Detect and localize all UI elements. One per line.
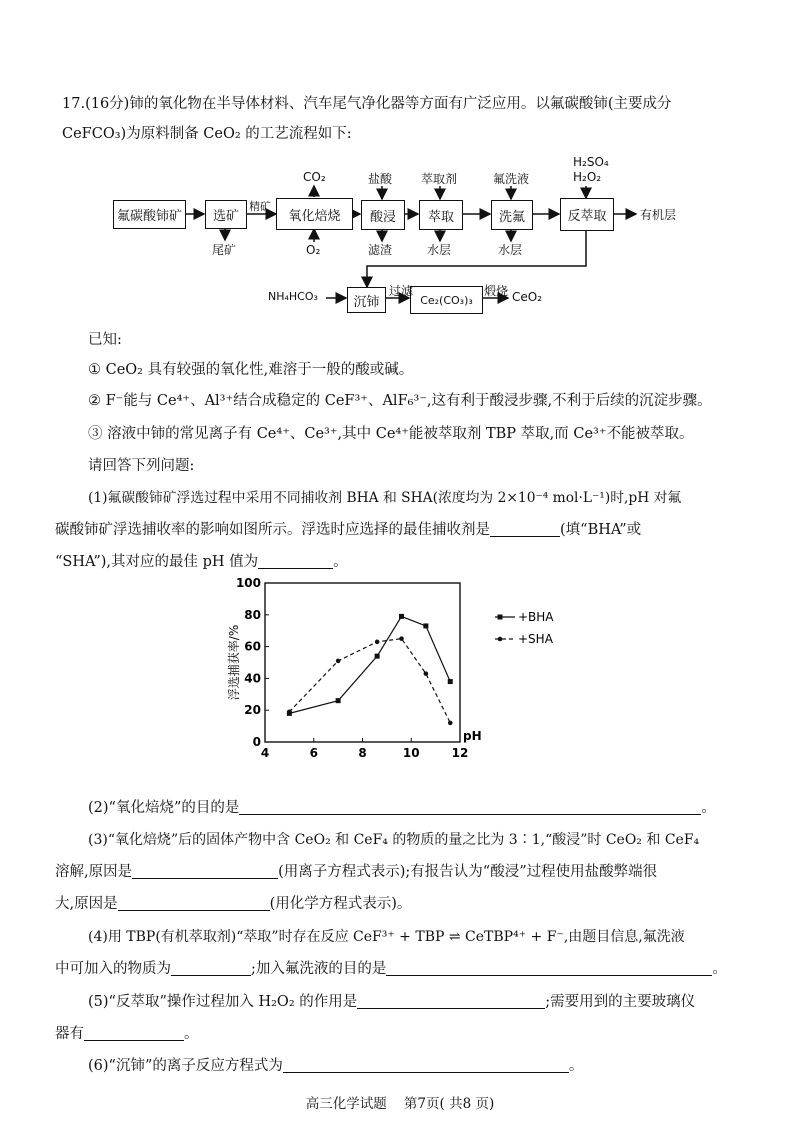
q4-line-2-text: 中可加入的物质为 [55,961,171,977]
known-item-2: ② F⁻能与 Ce⁴⁺、Al³⁺结合成稳定的 CeF³⁺、AlF₆³⁻,这有利于酸浸步骤,不利于后续的沉淀步骤。 [88,393,712,409]
series-line-sha [289,639,450,723]
q3-line-2-text: 溶解,原因是 [55,864,133,880]
flowchart-arrows [0,0,800,330]
data-point-bha [423,623,428,628]
flow-box-back-extraction: 反萃取 [560,198,614,231]
q3-line-2-mid: (用离子方程式表示);有报告认为“酸浸”过程使用盐酸弊端很 [278,864,658,880]
flow-label-fluoride-wash-liquid: 氟洗液 [493,172,530,186]
page-footer: 高三化学试题 第7页( 共8 页) [305,1096,495,1112]
flow-box-precipitation: 沉铈 [347,287,386,313]
q6-text: (6)“沉铈”的离子反应方程式为 [88,1058,283,1074]
flow-box-extraction: 萃取 [419,200,463,230]
flow-label-residue: 滤渣 [368,243,393,257]
q2-line [88,798,716,818]
q1-line-2-text: 碳酸铈矿浮选捕收率的影响如图所示。浮选时应选择的最佳捕收剂是 [55,522,490,538]
flow-box-cerium-carbonate: Ce₂(CO₃)₃ [410,286,483,314]
y-tick-label: 40 [244,671,261,686]
data-point-bha [399,614,404,619]
q5-line-2-text: 器有 [55,1026,84,1042]
y-tick-label: 0 [252,735,261,749]
flow-label-filtration: 过滤 [389,284,414,298]
x-axis-label: pH [463,729,482,743]
q4-blank-substance[interactable] [171,960,251,976]
q5-blank-glassware[interactable] [84,1025,184,1041]
q2-blank[interactable] [239,799,701,815]
q1-line-3-end: 。 [333,554,348,570]
q5-line-2-end: 。 [184,1026,199,1042]
question-number: 17. [62,96,86,112]
legend-label-sha: +SHA [518,632,553,646]
q3-blank-ionic-equation[interactable] [132,863,278,879]
legend-marker [498,615,503,620]
y-tick-label: 100 [235,576,261,590]
flow-label-h2so4: H₂SO₄ [573,155,609,169]
q3-line-3 [55,894,411,914]
x-tick-label: 12 [451,746,469,760]
q3-blank-chemical-equation[interactable] [118,895,270,911]
y-tick-label: 20 [244,703,261,718]
q5-line-2 [55,1024,199,1044]
x-tick-label: 6 [309,746,318,760]
x-tick-label: 4 [260,746,270,760]
q4-line-1: (4)用 TBP(有机萃取剂)“萃取”时存在反应 CeF³⁺ + TBP ⇌ CeTBP⁴⁺ + F⁻,由题目信息,氟洗液 [88,929,685,945]
q1-line-3-text: “SHA”),其对应的最佳 pH 值为 [55,554,259,570]
flow-label-o2: O₂ [306,243,321,257]
q4-line-2-mid: ;加入氟洗液的目的是 [251,961,387,977]
flow-label-nh4hco3: NH₄HCO₃ [268,290,318,303]
q4-line-2 [55,959,727,979]
q6-end: 。 [568,1058,584,1074]
q5-line-1 [88,992,695,1012]
data-point-sha [424,671,429,676]
q1-blank-ph[interactable] [258,553,333,569]
flow-box-ore: 氟碳酸铈矿 [113,200,186,229]
q6-blank[interactable] [283,1057,569,1073]
question-intro-line-2: CeFCO₃)为原料制备 CeO₂ 的工艺流程如下: [62,126,352,142]
data-point-sha [448,721,453,726]
q6-line [88,1056,583,1076]
x-tick-label: 8 [358,746,367,760]
flow-label-hcl: 盐酸 [368,172,393,186]
question-intro-text: 铈的氧化物在半导体材料、汽车尾气净化器等方面有广泛应用。以氟碳酸铈(主要成分 [129,96,672,112]
data-point-bha [375,654,380,659]
answer-prompt: 请回答下列问题: [88,458,195,474]
q5-line-1-mid: ;需要用到的主要玻璃仪 [545,994,696,1010]
q3-line-1: (3)“氧化焙烧”后的固体产物中含 CeO₂ 和 CeF₄ 的物质的量之比为 3∶1,“酸浸”时 CeO₂ 和 CeF₄ [88,832,700,848]
flow-label-water-layer-1: 水层 [427,243,452,257]
q3-line-3-end: (用化学方程式表示)。 [269,896,412,912]
q3-line-3-text: 大,原因是 [55,896,118,912]
flow-label-co2: CO₂ [303,170,326,184]
y-tick-label: 60 [244,639,261,654]
flow-box-fluoride-wash: 洗氟 [491,200,533,230]
flow-box-beneficiation: 选矿 [205,200,247,229]
q1-blank-collector[interactable] [490,521,560,537]
legend-marker [498,637,503,642]
q2-text: (2)“氧化焙烧”的目的是 [88,800,240,816]
flow-box-acid-leaching: 酸浸 [361,200,405,230]
y-axis-label: 浮选捕获率/% [227,624,241,701]
q5-line-1-text: (5)“反萃取”操作过程加入 H₂O₂ 的作用是 [88,994,358,1010]
flow-label-h2o2: H₂O₂ [573,170,602,184]
q1-line-1: (1)氟碳酸铈矿浮选过程中采用不同捕收剂 BHA 和 SHA(浓度均为 2×10⁻⁴ mol·L⁻¹)时,pH 对氟 [88,490,682,506]
series-line-bha [289,616,450,713]
flow-label-concentrate: 精矿 [249,200,271,213]
known-item-3: ③ 溶液中铈的常见离子有 Ce⁴⁺、Ce³⁺,其中 Ce⁴⁺能被萃取剂 TBP 萃取,而 Ce³⁺不能被萃取。 [88,426,694,442]
flow-label-water-layer-2: 水层 [498,243,523,257]
q3-line-2 [55,862,657,882]
q4-line-2-end: 。 [712,961,727,977]
chart-frame [265,583,460,742]
flow-label-ceo2: CeO₂ [512,290,543,304]
flow-label-extractant: 萃取剂 [421,172,458,186]
x-tick-label: 10 [402,746,420,760]
question-score: (16分) [85,96,130,112]
q4-blank-purpose[interactable] [386,960,712,976]
flotation-recovery-chart [220,575,590,775]
q1-line-2-end: (填“BHA”或 [560,522,642,538]
data-point-sha [336,659,341,664]
y-tick-label: 80 [244,607,261,622]
q1-line-3 [55,552,348,572]
known-heading: 已知: [88,332,122,348]
q2-end: 。 [701,800,716,816]
data-point-bha [448,679,453,684]
data-point-bha [336,698,341,703]
data-point-sha [287,709,292,714]
q1-line-2 [55,520,641,540]
q5-blank-role[interactable] [357,993,545,1009]
data-point-sha [375,640,380,645]
known-item-1: ① CeO₂ 具有较强的氧化性,难溶于一般的酸或碱。 [88,362,414,378]
flow-label-tailings: 尾矿 [212,243,237,257]
flow-label-organic-layer: 有机层 [640,208,677,222]
legend-label-bha: +BHA [518,610,554,624]
data-point-sha [399,636,404,641]
flow-box-oxidative-roasting: 氧化焙烧 [276,198,353,230]
flow-label-calcination: 煅烧 [484,284,509,298]
